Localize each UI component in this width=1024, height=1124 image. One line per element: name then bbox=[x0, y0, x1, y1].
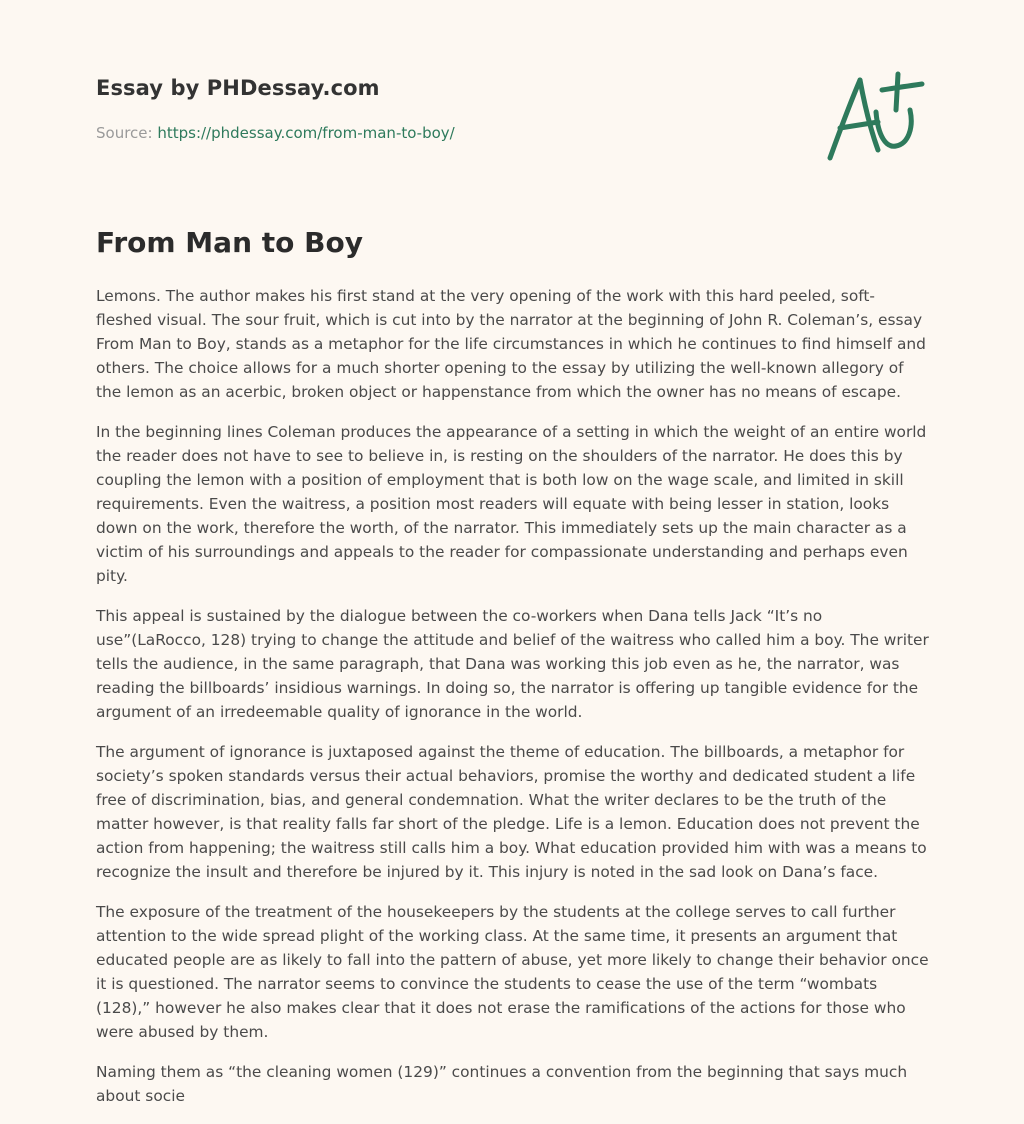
essay-paragraph: Naming them as “the cleaning women (129)” continues a convention from the beginning that says much about socie bbox=[96, 1063, 908, 1105]
essay-paragraph: The argument of ignorance is juxtaposed against the theme of education. The billboards, a metaphor for society’s spoken standards versus their actual behaviors, promise the worthy and dedicated student a life free of discrimination, bias, and general condemnation. What the writer declares to be the truth of the matter however, is that reality falls far short of the pledge. Life is a lemon. Education does not prevent the action from happening; the waitress still calls him a boy. What education provided him with was a means to recognize the insult and therefore be injured by it. This injury is noted in the sad look on Dana’s face. bbox=[96, 743, 927, 881]
essay-title: From Man to Boy bbox=[96, 226, 363, 259]
essay-paragraph: This appeal is sustained by the dialogue between the co-workers when Dana tells Jack “It’s no use”(LaRocco, 128) trying to change the attitude and belief of the waitress who called him a boy. The writer tells the audience, in the same paragraph, that Dana was working this job even as he, the narrator, was reading the billboards’ insidious warnings. In doing so, the narrator is offering up tangible evidence for the argument of an irredeemable quality of ignorance in the world. bbox=[96, 607, 929, 721]
a-plus-grade-icon bbox=[820, 66, 930, 166]
source-label: Source: bbox=[96, 124, 158, 142]
essay-body bbox=[96, 284, 930, 1124]
source-link[interactable]: https://phdessay.com/from-man-to-boy/ bbox=[157, 124, 455, 142]
essay-paragraph: In the beginning lines Coleman produces the appearance of a setting in which the weight of an entire world the reader does not have to see to believe in, is resting on the shoulders of the narrator. He does this by coupling the lemon with a position of employment that is both low on the wage scale, and limited in skill requirements. Even the waitress, a position most readers will equate with being lesser in station, looks down on the work, therefore the worth, of the narrator. This immediately sets up the main character as a victim of his surroundings and appeals to the reader for compassionate understanding and perhaps even pity. bbox=[96, 423, 927, 585]
site-title: Essay by PHDessay.com bbox=[96, 76, 380, 100]
essay-paragraph: The exposure of the treatment of the housekeepers by the students at the college serves to call further attention to the wide spread plight of the working class. At the same time, it presents an argument that educated people are as likely to fall into the pattern of abuse, yet more likely to change their behavior once it is questioned. The narrator seems to convince the students to cease the use of the term “wombats (128),” however he also makes clear that it does not erase the ramifications of the actions for those who were abused by them. bbox=[96, 903, 929, 1041]
source-line bbox=[96, 124, 455, 142]
essay-paragraph: Lemons. The author makes his first stand at the very opening of the work with this hard peeled, soft-fleshed visual. The sour fruit, which is cut into by the narrator at the beginning of John R. Coleman’s, essay From Man to Boy, stands as a metaphor for the life circumstances in which he continues to find himself and others. The choice allows for a much shorter opening to the essay by utilizing the well-known allegory of the lemon as an acerbic, broken object or happenstance from which the owner has no means of escape. bbox=[96, 287, 926, 401]
